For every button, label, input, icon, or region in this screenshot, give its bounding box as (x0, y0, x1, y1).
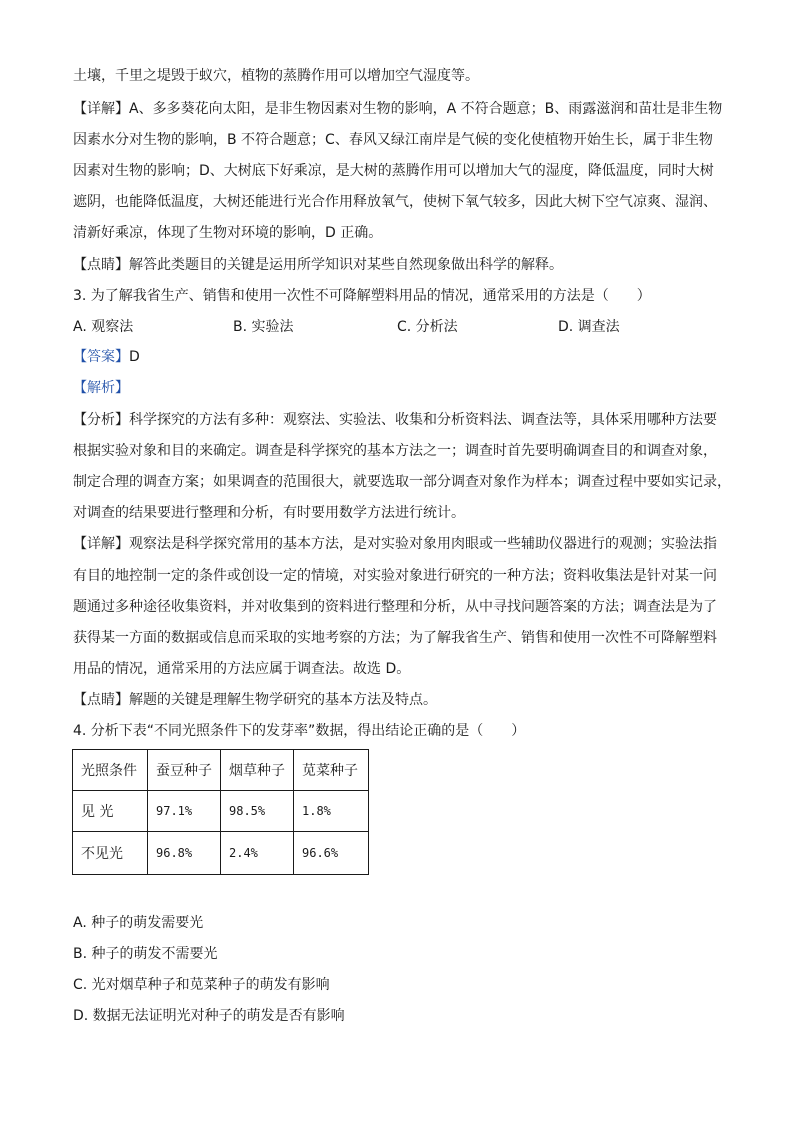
text-line: 根据实验对象和目的来确定。调查是科学探究的基本方法之一；调查时首先要明确调查目的和调查对象， (73, 443, 717, 459)
table-row (73, 791, 369, 832)
table-header-cell: 光照条件 (73, 750, 148, 791)
table-row (73, 832, 369, 875)
table-cell: 1.8% (294, 791, 369, 832)
table-header-cell: 苋菜种子 (294, 750, 369, 791)
question-3-stem: 3. 为了解我省生产、销售和使用一次性不可降解塑料用品的情况，通常采用的方法是（ ） (73, 288, 651, 304)
text-line: 获得某一方面的数据或信息而采取的实地考察的方法；为了解我省生产、销售和使用一次性不可降解塑料 (73, 630, 717, 646)
table-cell: 97.1% (148, 791, 221, 832)
table-cell: 不见光 (73, 832, 148, 875)
table-cell: 2.4% (221, 832, 294, 875)
germination-table (72, 749, 369, 875)
text-line: 有目的地控制一定的条件或创设一定的情境，对实验对象进行研究的一种方法；资料收集法是针对某一问 (73, 568, 717, 584)
question-4-stem: 4. 分析下表“不同光照条件下的发芽率”数据，得出结论正确的是（ ） (73, 723, 526, 739)
option-b: B. 实验法 (233, 319, 294, 335)
text-line: 用品的情况，通常采用的方法应属于调查法。故选 D。 (73, 661, 411, 677)
analysis-line (73, 378, 753, 398)
text-line: 对调查的结果要进行整理和分析，有时要用数学方法进行统计。 (73, 505, 465, 521)
option-b: B. 种子的萌发不需要光 (73, 946, 218, 962)
option-c: C. 分析法 (397, 319, 458, 335)
answer-value: D (129, 349, 140, 365)
table-header-cell: 烟草种子 (221, 750, 294, 791)
option-a: A. 观察法 (73, 319, 134, 335)
text-line: 制定合理的调查方案；如果调查的范围很大，就要选取一部分调查对象作为样本；调查过程中要如实记录， (73, 474, 731, 490)
option-c: C. 光对烟草种子和苋菜种子的萌发有影响 (73, 977, 330, 993)
text-line: 【分析】科学探究的方法有多种：观察法、实验法、收集和分析资料法、调查法等，具体采用哪种方法要 (73, 412, 717, 428)
table-header-row (73, 750, 369, 791)
answer-line (73, 347, 753, 367)
option-d: D. 调查法 (558, 319, 620, 335)
text-line: 因素水分对生物的影响，B 不符合题意；C、春风又绿江南岸是气候的变化使植物开始生长，属于非生物 (73, 132, 713, 148)
answer-tag: 【答案】 (73, 349, 129, 365)
text-line: 【点睛】解答此类题目的关键是运用所学知识对某些自然现象做出科学的解释。 (73, 257, 563, 273)
text-line: 【点睛】解题的关键是理解生物学研究的基本方法及特点。 (73, 692, 437, 708)
text-line: 土壤，千里之堤毁于蚁穴，植物的蒸腾作用可以增加空气湿度等。 (73, 68, 479, 84)
text-line: 【详解】观察法是科学探究常用的基本方法，是对实验对象用肉眼或一些辅助仪器进行的观测；实验法指 (73, 536, 717, 552)
text-line: 遮阴，也能降低温度，大树还能进行光合作用释放氧气，使树下氧气较多，因此大树下空气凉爽、湿润、 (73, 194, 717, 210)
text-line: 【详解】A、多多葵花向太阳，是非生物因素对生物的影响，A 不符合题意；B、雨露滋润和苗壮是非生物 (73, 101, 723, 117)
table-cell: 96.8% (148, 832, 221, 875)
analysis-tag: 【解析】 (73, 380, 129, 396)
text-line: 因素对生物的影响；D、大树底下好乘凉，是大树的蒸腾作用可以增加大气的湿度，降低温度，同时大树 (73, 163, 714, 179)
table-header-cell: 蚕豆种子 (148, 750, 221, 791)
table-cell: 见 光 (73, 791, 148, 832)
text-line: 题通过多种途径收集资料，并对收集到的资料进行整理和分析，从中寻找问题答案的方法；调查法是为了 (73, 599, 717, 615)
text-line: 清新好乘凉，体现了生物对环境的影响，D 正确。 (73, 225, 383, 241)
option-a: A. 种子的萌发需要光 (73, 915, 204, 931)
table-cell: 98.5% (221, 791, 294, 832)
table-cell: 96.6% (294, 832, 369, 875)
option-d: D. 数据无法证明光对种子的萌发是否有影响 (73, 1008, 345, 1024)
